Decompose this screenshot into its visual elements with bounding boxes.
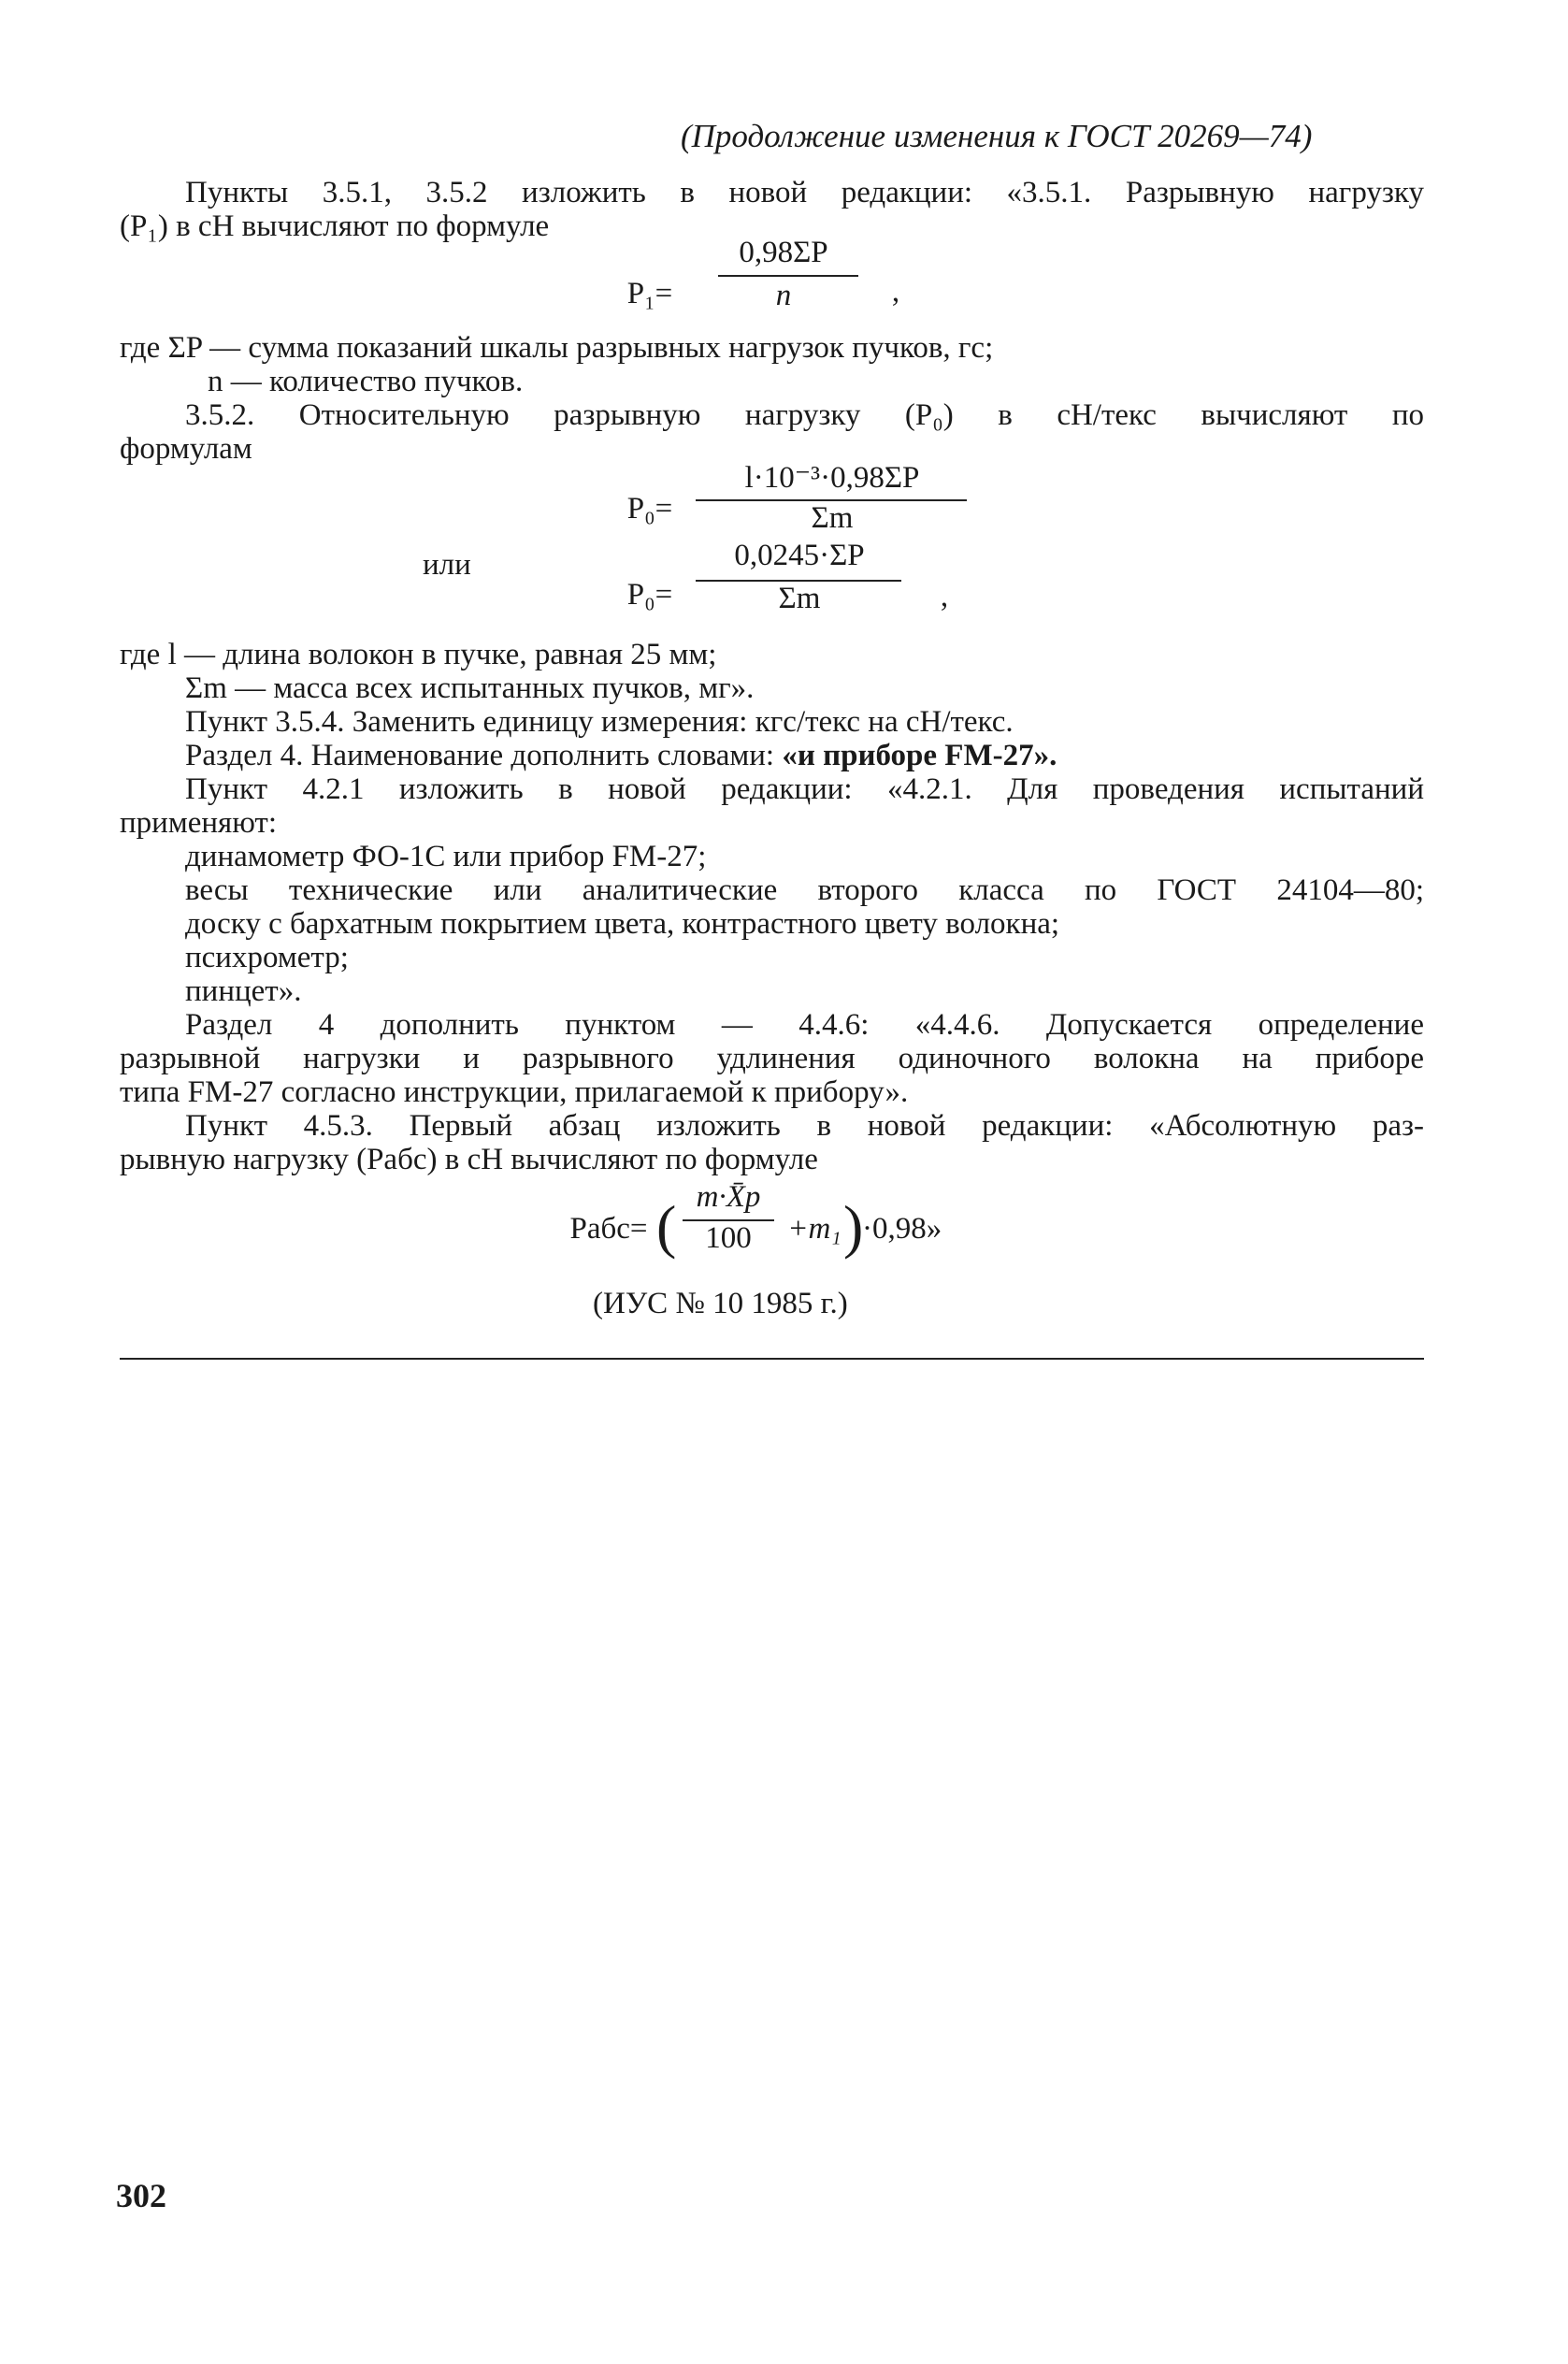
page-number: 302	[116, 2177, 166, 2214]
left-parenthesis: (	[656, 1193, 677, 1260]
paragraph-line: Раздел 4 дополнить пунктом — 4.4.6: «4.4.6. Допускается определение	[185, 1008, 1424, 1042]
formula-denominator: Σm	[778, 582, 821, 615]
formula-lhs: P₀=	[626, 578, 673, 612]
section-divider	[120, 1358, 1424, 1360]
list-item: доску с бархатным покрытием цвета, контрастного цвету волокна;	[185, 907, 1060, 941]
list-item: весы технические или аналитические второго класса по ГОСТ 24104—80;	[185, 873, 1424, 907]
paragraph-line: применяют:	[120, 806, 277, 840]
list-item: психрометр;	[185, 941, 349, 974]
paragraph-line: формулам	[120, 432, 252, 466]
paragraph-line: Пункт 3.5.4. Заменить единицу измерения: кгс/текс на сН/текс.	[185, 705, 1014, 739]
formula-tail: ,	[891, 275, 900, 309]
paragraph-line: рывную нагрузку (Pабс) в сН вычисляют по формуле	[120, 1143, 818, 1176]
formula-denominator: 100	[705, 1221, 752, 1255]
formula-p0-b	[617, 537, 972, 627]
paragraph-text: Раздел 4. Наименование дополнить словами:	[185, 739, 783, 772]
formula-numerator: m·X̄р	[696, 1180, 761, 1214]
source-note: (ИУС № 10 1985 г.)	[593, 1287, 848, 1320]
paragraph-line: типа FM-27 согласно инструкции, прилагаемой к прибору».	[120, 1075, 909, 1109]
paragraph-line	[185, 737, 1057, 774]
formula-lhs: P₁=	[626, 277, 673, 310]
paragraph-bold-text: «и приборе FM-27».	[782, 739, 1057, 772]
list-item: динамометр ФО-1С или прибор FM-27;	[185, 840, 707, 873]
definition-line: где l — длина волокон в пучке, равная 25 мм;	[120, 638, 717, 671]
formula-numerator: l·10⁻³·0,98ΣP	[744, 461, 920, 495]
or-word: или	[423, 548, 471, 582]
right-parenthesis: )	[843, 1193, 864, 1260]
running-header: (Продолжение изменения к ГОСТ 20269—74)	[681, 118, 1313, 154]
paragraph-line: Пункт 4.5.3. Первый абзац изложить в новой редакции: «Абсолютную раз-	[185, 1109, 1424, 1143]
paragraph-line: Пункт 4.2.1 изложить в новой редакции: «4.2.1. Для проведения испытаний	[185, 772, 1424, 806]
definition-line: Σm — масса всех испытанных пучков, мг».	[185, 671, 755, 705]
paragraph-line: 3.5.2. Относительную разрывную нагрузку (P₀) в сН/текс вычисляют по	[185, 398, 1424, 432]
formula-lhs: P₀=	[626, 492, 673, 526]
formula-denominator: n	[775, 279, 792, 312]
definition-line: n — количество пучков.	[208, 365, 524, 398]
paragraph-line: разрывной нагрузки и разрывного удлинения одиночного волокна на приборе	[120, 1042, 1424, 1075]
paragraph-line: Пункты 3.5.1, 3.5.2 изложить в новой редакции: «3.5.1. Разрывную нагрузку	[185, 176, 1424, 209]
definition-line: где ΣP — сумма показаний шкалы разрывных нагрузок пучков, гс;	[120, 331, 994, 365]
formula-denominator: Σm	[811, 501, 854, 535]
formula-p1	[617, 232, 954, 316]
formula-lhs: Pабс=	[569, 1212, 648, 1246]
formula-tail: ,	[940, 580, 949, 613]
list-item: пинцет».	[185, 974, 302, 1008]
formula-addend: +m₁	[787, 1212, 842, 1246]
formula-tail: ·0,98»	[862, 1212, 942, 1246]
formula-p0-a	[617, 458, 972, 542]
fraction-bar	[718, 275, 858, 277]
formula-numerator: 0,98ΣP	[739, 236, 828, 269]
formula-numerator: 0,0245·ΣP	[734, 539, 865, 572]
formula-pabs	[557, 1180, 1025, 1274]
paragraph-line: (P₁) в сН вычисляют по формуле	[120, 209, 550, 243]
